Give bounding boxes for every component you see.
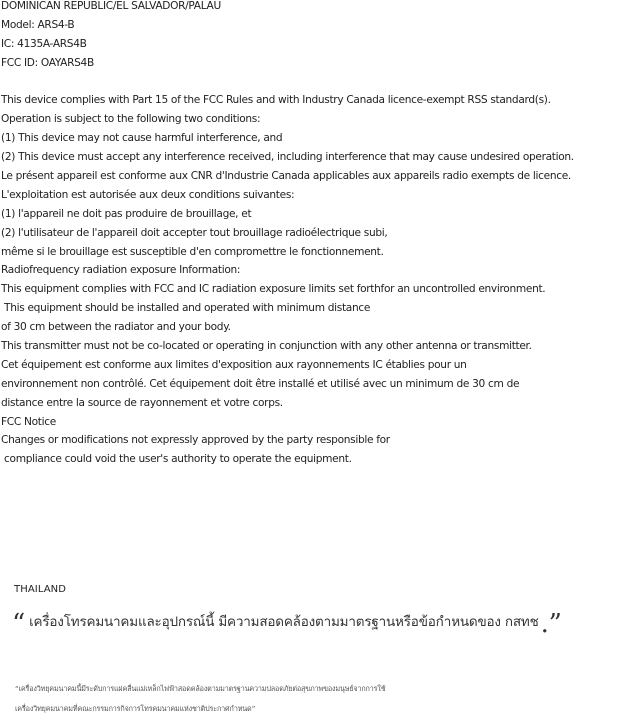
open-quote: “ bbox=[12, 609, 26, 639]
compliance-statement-fr: Le présent appareil est conforme aux CNR d'Industrie Canada applicables aux appareils radio exempts de licence. bbox=[1, 170, 571, 183]
countries-line: DOMINICAN REPUBLIC/EL SALVADOR/PALAU bbox=[1, 0, 221, 12]
fcc-notice-title: FCC Notice bbox=[1, 415, 56, 428]
fcc-notice-line: compliance could void the user's authority to operate the equipment. bbox=[1, 453, 352, 466]
rf-exposure-line: This equipment should be installed and operated with minimum distance bbox=[1, 302, 371, 315]
compliance-statement: This device complies with Part 15 of the FCC Rules and with Industry Canada licence-exempt RSS standard(s). bbox=[1, 94, 551, 107]
thailand-label: THAILAND bbox=[14, 584, 67, 595]
condition-2-fr-cont: même si le brouillage est susceptible d'en compromettre le fonctionnement. bbox=[1, 245, 384, 258]
spacer bbox=[1, 73, 641, 92]
fcc-id-line: FCC ID: OAYARS4B bbox=[1, 56, 94, 69]
thailand-main-statement bbox=[12, 609, 562, 639]
rf-exposure-line-fr: environnement non contrôlé. Cet équipement doit être installé et utilisé avec un minimum de 30 cm de bbox=[1, 377, 520, 390]
rf-colocation-line: This transmitter must not be co-located or operating in conjunction with any other antenna or transmitter. bbox=[1, 340, 532, 353]
thailand-small-statement-line-1: “เครื่องวิทยุคมนาคมนี้มีระดับการแผ่คลื่นแม่เหล็กไฟฟ้าสอดคล้องตามมาตรฐานความปลอดภัยต่อสุขภาพของมนุษย์จากการใช้ bbox=[15, 684, 386, 693]
condition-2: (2) This device must accept any interference received, including interference that may cause undesired operation. bbox=[1, 151, 574, 164]
rf-exposure-line: This equipment complies with FCC and IC radiation exposure limits set forthfor an uncontrolled environment. bbox=[1, 283, 546, 296]
model-line: Model: ARS4-B bbox=[1, 18, 75, 31]
close-quote: .” bbox=[540, 609, 562, 639]
ic-line: IC: 4135A-ARS4B bbox=[1, 37, 87, 50]
thailand-main-text: เครื่องโทรคมนาคมและอุปกรณ์นี้ มีความสอดคล้องตามมาตรฐานหรือข้อกำหนดของ กสทช bbox=[29, 614, 539, 630]
condition-1: (1) This device may not cause harmful interference, and bbox=[1, 132, 283, 145]
rf-exposure-title: Radiofrequency radiation exposure Information: bbox=[1, 264, 241, 277]
rf-exposure-line-fr: Cet équipement est conforme aux limites d'exposition aux rayonnements IC établies pour un bbox=[1, 358, 467, 371]
conditions-intro-fr: L'exploitation est autorisée aux deux conditions suivantes: bbox=[1, 188, 295, 201]
rf-exposure-line: of 30 cm between the radiator and your body. bbox=[1, 321, 231, 334]
conditions-intro: Operation is subject to the following two conditions: bbox=[1, 113, 261, 126]
regulatory-text bbox=[1, 0, 641, 469]
rf-exposure-line-fr: distance entre la source de rayonnement et votre corps. bbox=[1, 396, 283, 409]
thailand-small-statement-line-2: เครื่องวิทยุคมนาคมที่คณะกรรมการกิจการโทรคมนาคมแห่งชาติประกาศกำหนด” bbox=[15, 704, 256, 713]
fcc-notice-line: Changes or modifications not expressly approved by the party responsible for bbox=[1, 434, 390, 447]
condition-1-fr: (1) l'appareil ne doit pas produire de brouillage, et bbox=[1, 207, 252, 220]
condition-2-fr: (2) l'utilisateur de l'appareil doit accepter tout brouillage radioélectrique subi, bbox=[1, 226, 388, 239]
